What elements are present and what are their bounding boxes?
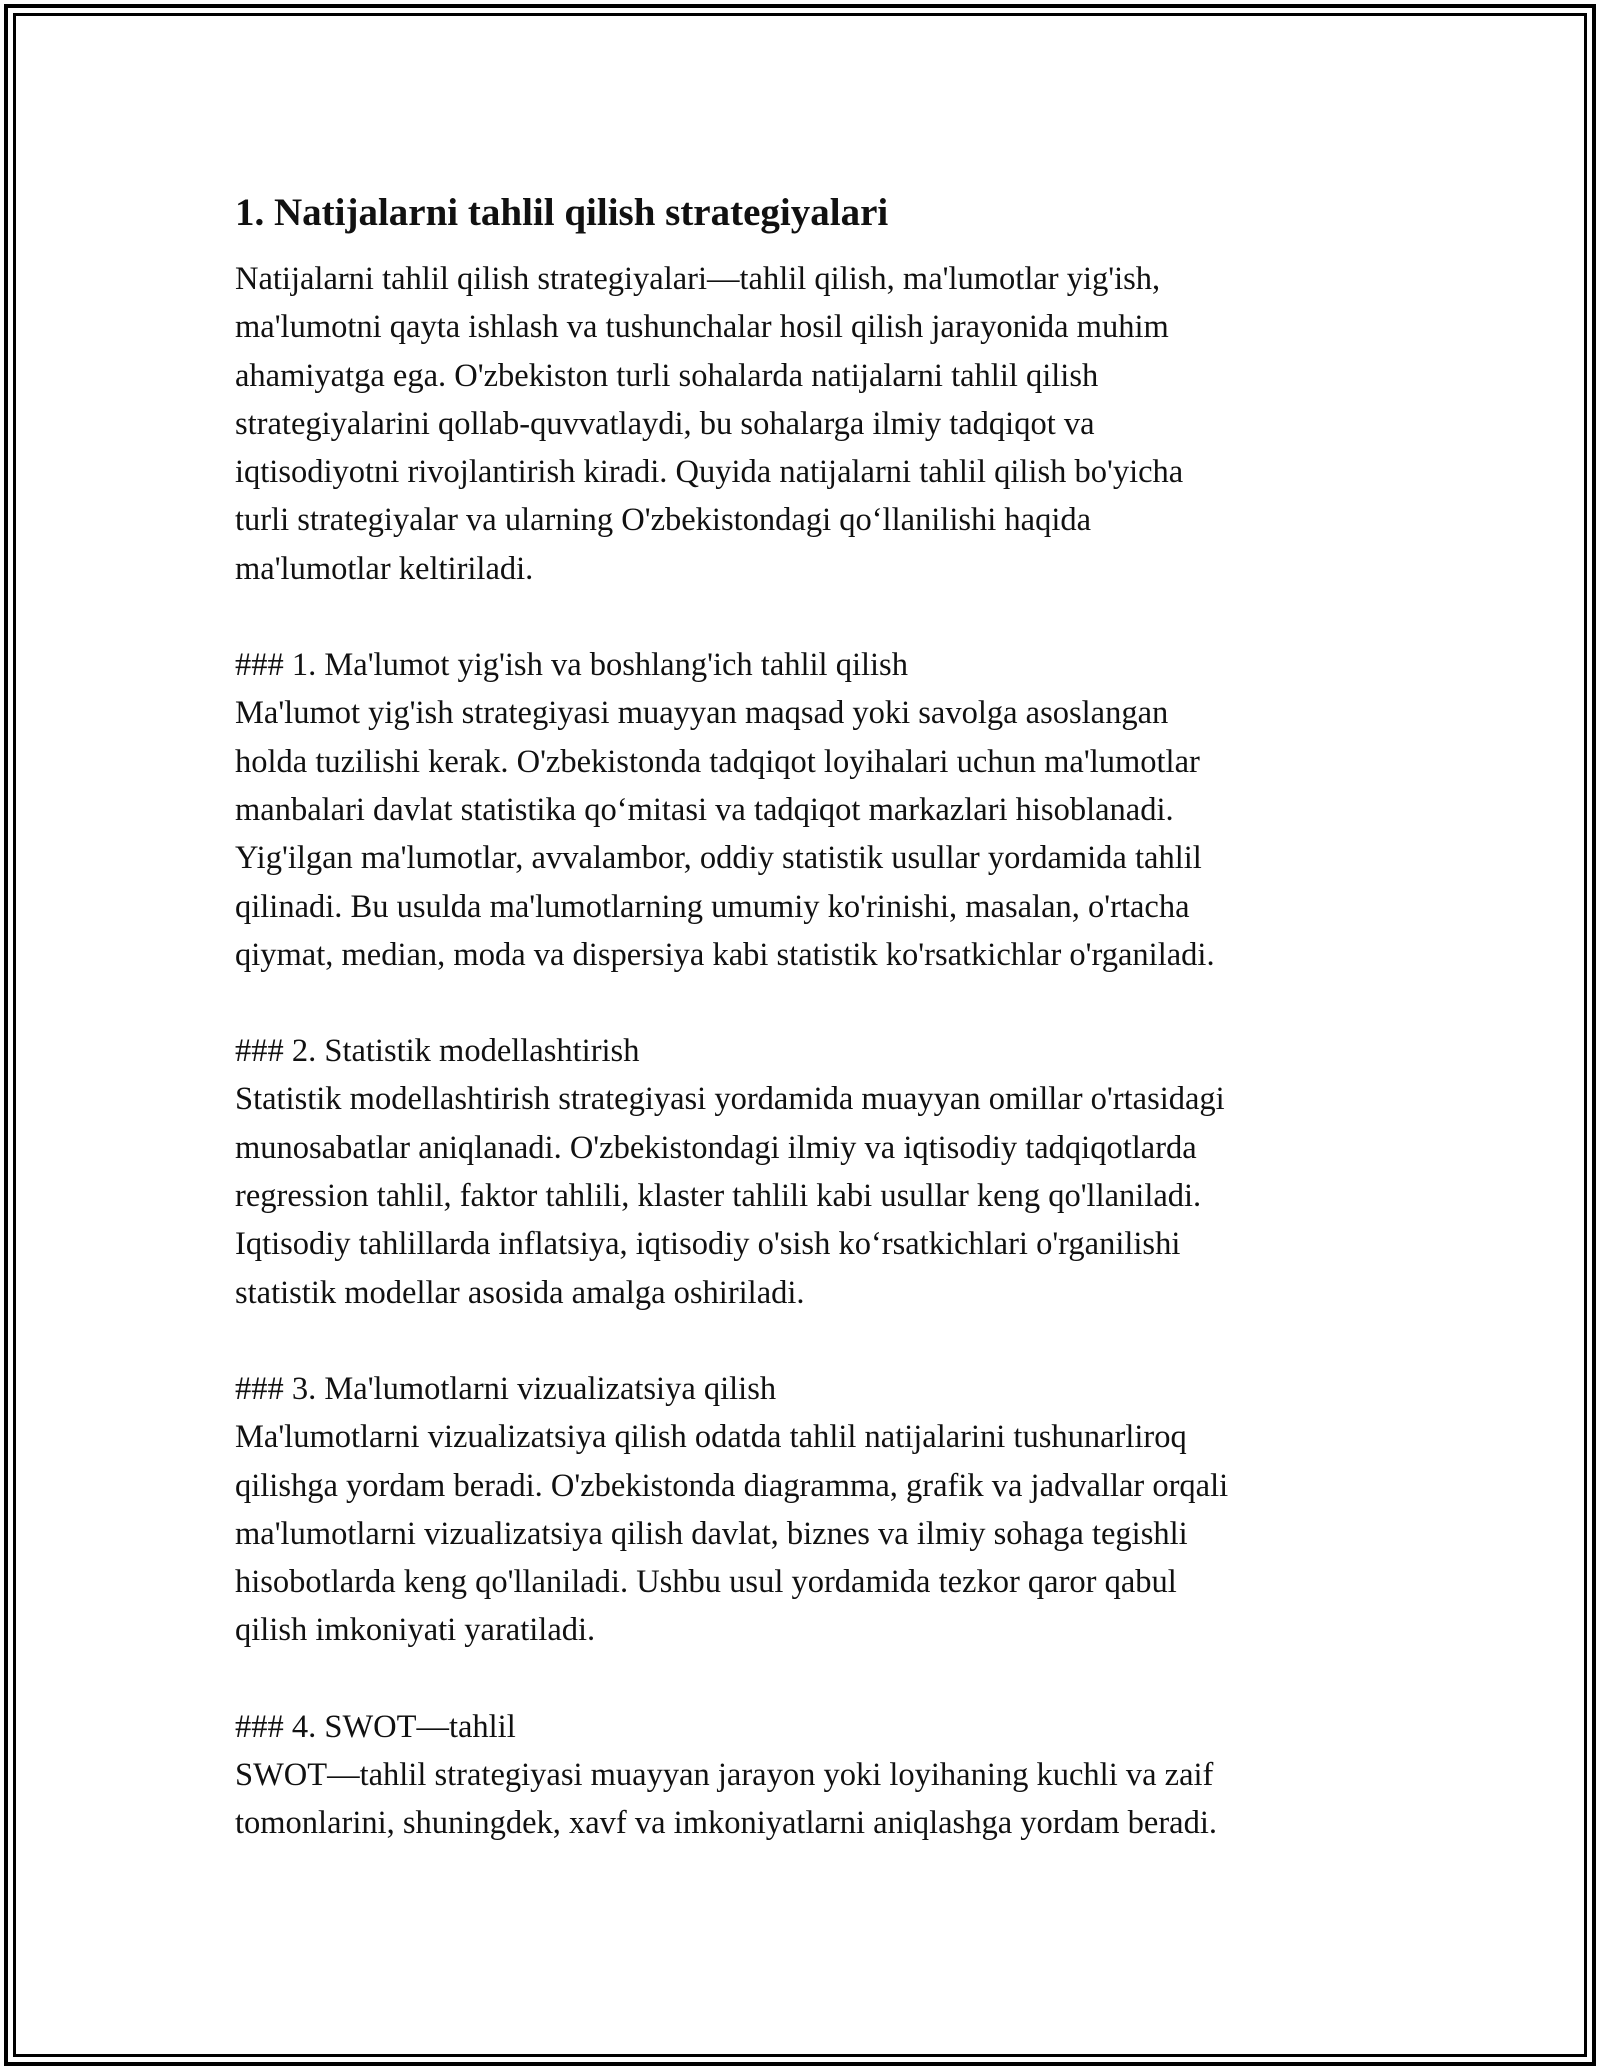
section-4 [235, 1703, 1375, 1848]
section-heading: ### 3. Ma'lumotlarni vizualizatsiya qilish [235, 1370, 777, 1407]
section-body: Ma'lumotlarni vizualizatsiya qilish odatda tahlil natijalarini tushunarliroq qilishga yordam beradi. O'zbekistonda diagramma, grafik va jadvallar orqali ma'lumotlarni vizualizatsiya qilish davlat, biznes va ilmiy sohaga tegishli hisobotlarda keng qo'llaniladi. Ushbu usul yordamida tezkor qaror qabul qilish imkoniyati yaratiladi. [235, 1419, 1229, 1649]
section-3 [235, 1365, 1375, 1655]
section-1 [235, 641, 1375, 979]
section-heading: ### 2. Statistik modellashtirish [235, 1033, 640, 1070]
document-title: 1. Natijalarni tahlil qilish strategiyalari [235, 191, 889, 234]
intro-paragraph: Natijalarni tahlil qilish strategiyalari—tahlil qilish, ma'lumotlar yig'ish, ma'lumotni qayta ishlash va tushunchalar hosil qilish jarayonida muhim ahamiyatga ega. O'zbekiston turli sohalarda natijalarni tahlil qilish strategiyalarini qollab-quvvatlaydi, bu sohalarga ilmiy tadqiqot va iqtisodiyotni rivojlantirish kiradi. Quyida natijalarni tahlil qilish bo'yicha turli strategiyalar va ularning O'zbekistondagi qo‘llanilishi haqida ma'lumotlar keltiriladi. [235, 261, 1184, 587]
section-body: Statistik modellashtirish strategiyasi yordamida muayyan omillar o'rtasidagi munosabatlar aniqlanadi. O'zbekistondagi ilmiy va iqtisodiy tadqiqotlarda regression tahlil, faktor tahlili, klaster tahlili kabi usullar keng qo'llaniladi. Iqtisodiy tahlillarda inflatsiya, iqtisodiy o'sish ko‘rsatkichlari o'rganilishi statistik modellar asosida amalga oshiriladi. [235, 1081, 1225, 1311]
document-content [235, 185, 1375, 1848]
section-2 [235, 1027, 1375, 1317]
section-body: SWOT—tahlil strategiyasi muayyan jarayon yoki loyihaning kuchli va zaif tomonlarini, shuningdek, xavf va imkoniyatlarni aniqlashga yordam beradi. [235, 1757, 1217, 1842]
section-heading: ### 4. SWOT—tahlil [235, 1708, 516, 1745]
section-heading: ### 1. Ma'lumot yig'ish va boshlang'ich tahlil qilish [235, 647, 908, 684]
section-body: Ma'lumot yig'ish strategiyasi muayyan maqsad yoki savolga asoslangan holda tuzilishi kerak. O'zbekistonda tadqiqot loyihalari uchun ma'lumotlar manbalari davlat statistika qo‘mitasi va tadqiqot markazlari hisoblanadi. Yig'ilgan ma'lumotlar, avvalambor, oddiy statistik usullar yordamida tahlil qilinadi. Bu usulda ma'lumotlarning umumiy ko'rinishi, masalan, o'rtacha qiymat, median, moda va dispersiya kabi statistik ko'rsatkichlar o'rganiladi. [235, 695, 1215, 973]
